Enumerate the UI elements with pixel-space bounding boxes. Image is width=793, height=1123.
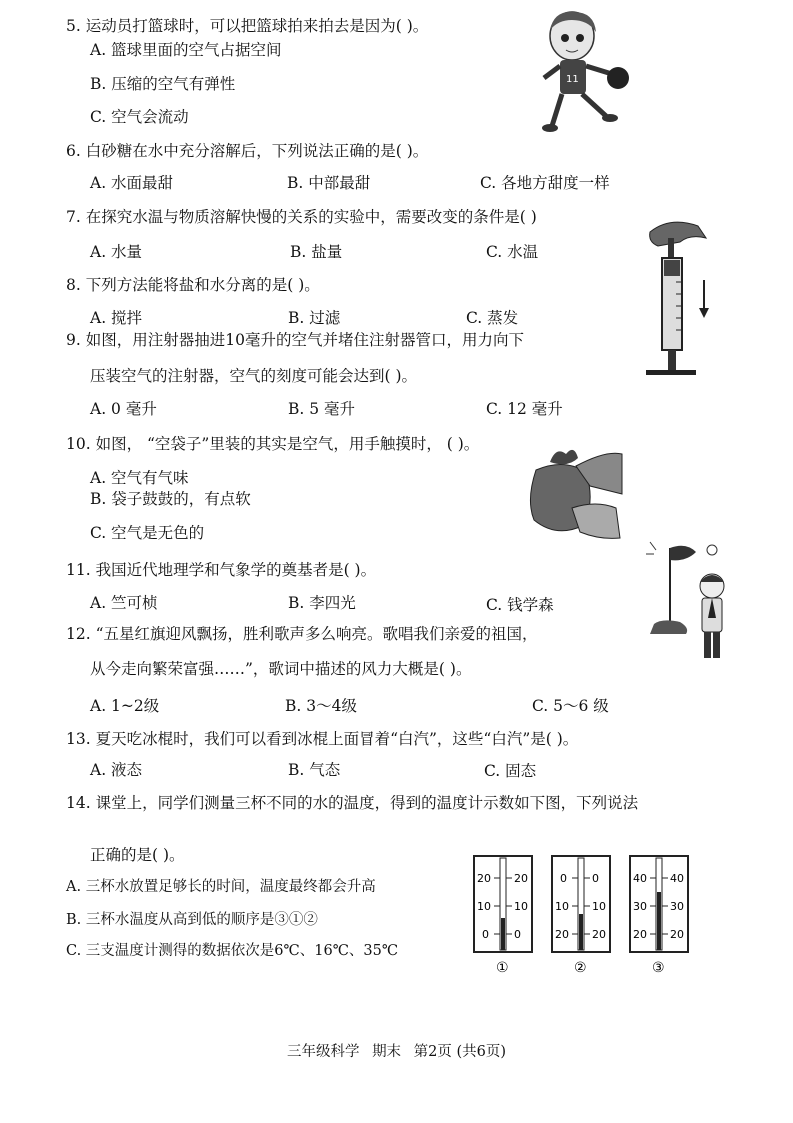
q13-option-c[interactable]: C. 固态 bbox=[484, 762, 537, 780]
q13-option-b[interactable]: B. 气态 bbox=[288, 761, 341, 779]
thermometer-3 bbox=[630, 856, 688, 976]
q14-option-b[interactable]: B. 三杯水温度从高到低的顺序是③①② bbox=[66, 912, 318, 928]
q12-option-b[interactable]: B. 3～4级 bbox=[285, 697, 357, 715]
q10-option-b[interactable]: B. 袋子鼓鼓的，有点软 bbox=[90, 490, 251, 508]
thermo2-tick-mid: 10 bbox=[555, 900, 569, 913]
q6-option-c[interactable]: C. 各地方甜度一样 bbox=[480, 174, 610, 192]
q13-stem: 13. 夏天吃冰棍时，我们可以看到冰棍上面冒着“白汽”，这些“白汽”是( )。 bbox=[66, 730, 579, 748]
q6-option-a[interactable]: A. 水面最甜 bbox=[90, 174, 174, 192]
q9-stem-line2: 压装空气的注射器，空气的刻度可能会达到( )。 bbox=[90, 367, 418, 385]
q7-option-b[interactable]: B. 盐量 bbox=[290, 243, 343, 261]
q8-stem: 8. 下列方法能将盐和水分离的是( )。 bbox=[66, 276, 320, 294]
q10-option-a[interactable]: A. 空气有气味 bbox=[90, 469, 189, 487]
thermometer-2 bbox=[552, 856, 610, 976]
page-footer bbox=[0, 1040, 793, 1061]
thermo2-tick-mid-r: 10 bbox=[592, 900, 606, 913]
q9-option-c[interactable]: C. 12 毫升 bbox=[486, 400, 563, 418]
q12-option-c[interactable]: C. 5～6 级 bbox=[532, 697, 609, 715]
q6-stem: 6. 白砂糖在水中充分溶解后，下列说法正确的是( )。 bbox=[66, 142, 429, 160]
q11-option-a[interactable]: A. 竺可桢 bbox=[90, 594, 158, 612]
q8-option-a[interactable]: A. 搅拌 bbox=[90, 309, 143, 327]
thermo3-tick-bot-r: 20 bbox=[670, 928, 684, 941]
thermo1-tick-mid: 10 bbox=[477, 900, 491, 913]
q9-stem-line1: 9. 如图，用注射器抽进10毫升的空气并堵住注射器管口，用力向下 bbox=[66, 331, 524, 349]
q6-option-b[interactable]: B. 中部最甜 bbox=[287, 174, 371, 192]
q13-option-a[interactable]: A. 液态 bbox=[90, 761, 143, 779]
q12-stem-line2: 从今走向繁荣富强……”，歌词中描述的风力大概是( )。 bbox=[90, 660, 472, 678]
thermo1-tick-top: 20 bbox=[477, 872, 491, 885]
q9-option-a[interactable]: A. 0 毫升 bbox=[90, 400, 157, 418]
q11-stem: 11. 我国近代地理学和气象学的奠基者是( )。 bbox=[66, 561, 377, 579]
flag-boy-illustration bbox=[640, 538, 732, 666]
thermo1-tick-top-r: 20 bbox=[514, 872, 528, 885]
q12-option-a[interactable]: A. 1~2级 bbox=[90, 697, 160, 715]
thermo3-tick-mid: 30 bbox=[633, 900, 647, 913]
thermo2-tick-top: 0 bbox=[560, 872, 567, 885]
thermometers-figure bbox=[462, 850, 702, 980]
q8-option-c[interactable]: C. 蒸发 bbox=[466, 309, 519, 327]
q5-option-c[interactable]: C. 空气会流动 bbox=[90, 108, 189, 126]
thermo2-label: ② bbox=[574, 960, 587, 976]
thermo3-label: ③ bbox=[652, 960, 665, 976]
bag-in-hand-illustration bbox=[516, 440, 624, 540]
q5-option-b[interactable]: B. 压缩的空气有弹性 bbox=[90, 75, 236, 93]
footer-grade: 三年级科学 bbox=[286, 1044, 360, 1060]
footer-term: 期末 bbox=[372, 1044, 402, 1060]
syringe-illustration bbox=[640, 212, 720, 380]
q11-option-c[interactable]: C. 钱学森 bbox=[486, 596, 554, 614]
q14-option-a[interactable]: A. 三杯水放置足够长的时间，温度最终都会升高 bbox=[66, 879, 376, 895]
thermo2-tick-bot-r: 20 bbox=[592, 928, 606, 941]
svg-text:11: 11 bbox=[566, 74, 579, 85]
q11-option-b[interactable]: B. 李四光 bbox=[288, 594, 356, 612]
thermo3-tick-mid-r: 30 bbox=[670, 900, 684, 913]
basketball-girl-illustration bbox=[532, 8, 632, 136]
thermo3-tick-top-r: 40 bbox=[670, 872, 684, 885]
q14-stem-line1: 14. 课堂上，同学们测量三杯不同的水的温度，得到的温度计示数如下图，下列说法 bbox=[66, 794, 639, 812]
q14-stem-line2: 正确的是( )。 bbox=[90, 846, 185, 864]
q7-option-c[interactable]: C. 水温 bbox=[486, 243, 539, 261]
q14-option-c[interactable]: C. 三支温度计测得的数据依次是6℃、16℃、35℃ bbox=[66, 943, 399, 959]
thermo1-label: ① bbox=[496, 960, 509, 976]
thermo2-tick-top-r: 0 bbox=[592, 872, 599, 885]
q7-option-a[interactable]: A. 水量 bbox=[90, 243, 143, 261]
thermo3-tick-bot: 20 bbox=[633, 928, 647, 941]
thermo3-tick-top: 40 bbox=[633, 872, 647, 885]
q7-stem: 7. 在探究水温与物质溶解快慢的关系的实验中，需要改变的条件是( ) bbox=[66, 208, 537, 226]
thermo1-tick-bot: 0 bbox=[482, 928, 489, 941]
q5-option-a[interactable]: A. 篮球里面的空气占据空间 bbox=[90, 41, 282, 59]
q12-stem-line1: 12. “五星红旗迎风飘扬，胜利歌声多么响亮。歌唱我们亲爱的祖国， bbox=[66, 625, 538, 643]
thermo1-tick-mid-r: 10 bbox=[514, 900, 528, 913]
q10-stem: 10. 如图， “空袋子”里装的其实是空气，用手触摸时， ( )。 bbox=[66, 435, 480, 453]
thermometer-1 bbox=[474, 856, 532, 976]
q5-stem: 5. 运动员打篮球时，可以把篮球拍来拍去是因为( )。 bbox=[66, 17, 429, 35]
q8-option-b[interactable]: B. 过滤 bbox=[288, 309, 341, 327]
q9-option-b[interactable]: B. 5 毫升 bbox=[288, 400, 356, 418]
thermo1-tick-bot-r: 0 bbox=[514, 928, 521, 941]
thermo2-tick-bot: 20 bbox=[555, 928, 569, 941]
footer-page: 第2页 (共6页) bbox=[413, 1044, 507, 1060]
q10-option-c[interactable]: C. 空气是无色的 bbox=[90, 524, 205, 542]
